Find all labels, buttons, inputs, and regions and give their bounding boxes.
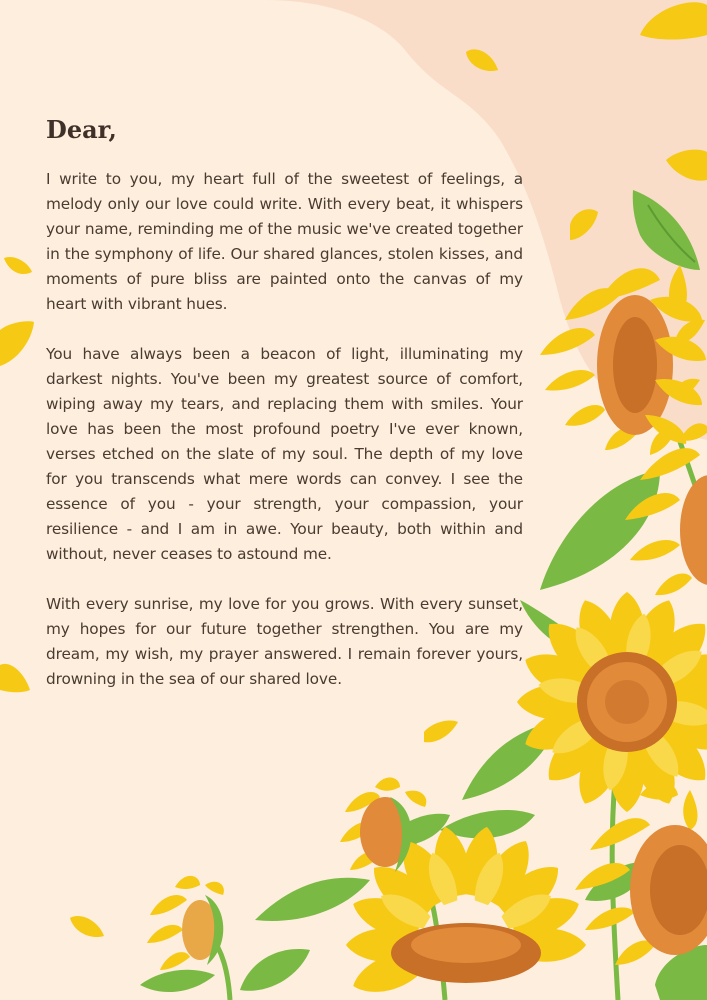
letter-body <box>46 116 523 717</box>
sunflower-icon <box>575 782 707 965</box>
letter-paragraph: You have always been a beacon of light, illuminating my darkest nights. You've been my greatest source of comfort, wiping away my tears, and replacing them with smiles. Your love has been the most profound poetry I've ever known, verses etched on the slate of my soul. The depth of my love for you transcends what mere words can convey. I see the essence of you - your strength, your compassion, your resilience - and I am in awe. Your beauty, both within and without, never ceases to astound me. <box>46 344 523 563</box>
letter-greeting: Dear, <box>46 115 117 144</box>
sunflower-bud-icon <box>147 876 224 970</box>
letter-paragraph: With every sunrise, my love for you grows. With every sunset, my hopes for our future together strengthen. You are my dream, my wish, my prayer answered. I remain forever yours, drowning in the sea of our shared love. <box>46 594 523 688</box>
sunflower-icon <box>625 423 707 595</box>
letter-paragraph: I write to you, my heart full of the sweetest of feelings, a melody only our love could write. With every beat, it whispers your name, reminding me of the music we've created together in the symphony of life. Our shared glances, stolen kisses, and moments of pure bliss are painted onto the canvas of my heart with vibrant hues. <box>46 169 523 313</box>
